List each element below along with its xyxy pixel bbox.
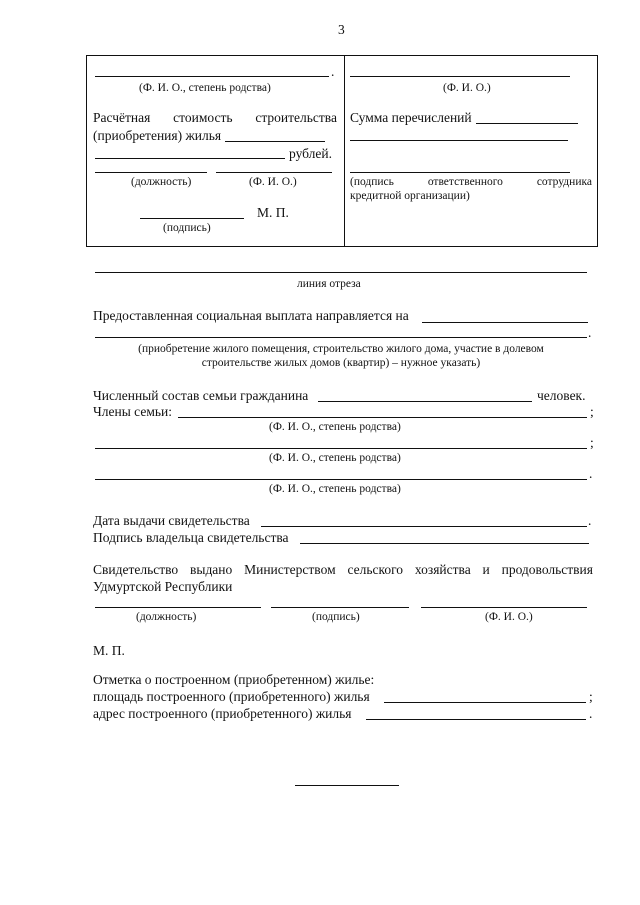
- issued-by-line1: Свидетельство выдано Министерством сельского хозяйства и продовольствия: [93, 562, 593, 577]
- payment-blank: [422, 322, 588, 323]
- family-member3-caption: (Ф. И. О., степень родства): [269, 483, 401, 495]
- left-fio-label: (Ф. И. О.): [249, 176, 297, 188]
- form-box-divider: [344, 55, 345, 247]
- right-signature-line: [350, 172, 570, 173]
- family-member2-caption: (Ф. И. О., степень родства): [269, 452, 401, 464]
- issued-by-line2: Удмуртской Республики: [93, 579, 233, 594]
- issue-date-blank: [261, 526, 587, 527]
- housing-area-label: площадь построенного (приобретенного) жилья: [93, 689, 370, 704]
- cut-line: [95, 272, 587, 273]
- housing-address-label: адрес построенного (приобретенного) жилья: [93, 706, 352, 721]
- payment-note-line1: (приобретение жилого помещения, строительство жилого дома, участие в долевом: [138, 343, 544, 355]
- issue-date-label: Дата выдачи свидетельства: [93, 513, 250, 528]
- family-persons: человек.: [537, 388, 586, 403]
- left-rubles: рублей.: [289, 146, 333, 161]
- left-signature-label: (подпись): [163, 222, 211, 234]
- right-signature-caption-line2: кредитной организации): [350, 190, 470, 202]
- payment-blank2: [95, 337, 587, 338]
- family-member3-line: [95, 479, 587, 480]
- left-rubles-blank: [95, 158, 285, 159]
- page-number: 3: [338, 22, 345, 37]
- family-member3-end: .: [589, 466, 593, 481]
- holder-signature-label: Подпись владельца свидетельства: [93, 530, 289, 545]
- holder-signature-blank: [300, 543, 589, 544]
- family-member1-caption: (Ф. И. О., степень родства): [269, 421, 401, 433]
- family-count-text: Численный состав семьи гражданина: [93, 388, 309, 403]
- left-position-label: (должность): [131, 176, 192, 188]
- left-position-line: [95, 172, 207, 173]
- right-signature-caption-line1: (подпись ответственного сотрудника: [350, 176, 592, 188]
- housing-mark-title: Отметка о построенном (приобретенном) жилье:: [93, 672, 375, 687]
- left-mp: М. П.: [257, 205, 289, 220]
- left-cost-line1: Расчётная стоимость строительства: [93, 110, 337, 125]
- left-fio-line: [95, 76, 329, 77]
- family-count-blank: [318, 401, 532, 402]
- right-fio-line: [350, 76, 570, 77]
- issued-position-label: (должность): [136, 611, 197, 623]
- left-cost-line2-blank: [225, 141, 325, 142]
- family-member2-end: ;: [590, 435, 594, 450]
- payment-text: Предоставленная социальная выплата направляется на: [93, 308, 409, 323]
- right-transfer-blank1: [476, 123, 578, 124]
- family-member2-line: [95, 448, 587, 449]
- issued-fio-line: [421, 607, 587, 608]
- housing-area-blank: [384, 702, 586, 703]
- family-member1-line: [178, 417, 587, 418]
- payment-note-line2: строительстве жилых домов (квартир) – нужное указать): [201, 357, 481, 369]
- issued-signature-label: (подпись): [312, 611, 360, 623]
- left-signature-line: [140, 218, 244, 219]
- right-fio-label: (Ф. И. О.): [443, 82, 491, 94]
- issued-position-line: [95, 607, 261, 608]
- left-fio-dot: .: [331, 64, 335, 79]
- housing-address-end: .: [589, 706, 593, 721]
- left-cost-line2: (приобретения) жилья: [93, 128, 222, 143]
- issue-date-dot: .: [588, 513, 592, 528]
- left-fio-relation-label: (Ф. И. О., степень родства): [139, 82, 271, 94]
- housing-area-end: ;: [589, 689, 593, 704]
- issued-signature-line: [271, 607, 409, 608]
- closing-line: [295, 785, 399, 786]
- right-transfer-blank2: [350, 140, 568, 141]
- stamp-mp: М. П.: [93, 643, 125, 658]
- left-fio-sign-line: [216, 172, 332, 173]
- right-transfer-sum: Сумма перечислений: [350, 110, 472, 125]
- family-members-label: Члены семьи:: [93, 404, 172, 419]
- issued-fio-label: (Ф. И. О.): [485, 611, 533, 623]
- family-member1-end: ;: [590, 404, 594, 419]
- cut-line-label: линия отреза: [297, 278, 361, 290]
- payment-blank2-dot: .: [588, 325, 592, 340]
- housing-address-blank: [366, 719, 586, 720]
